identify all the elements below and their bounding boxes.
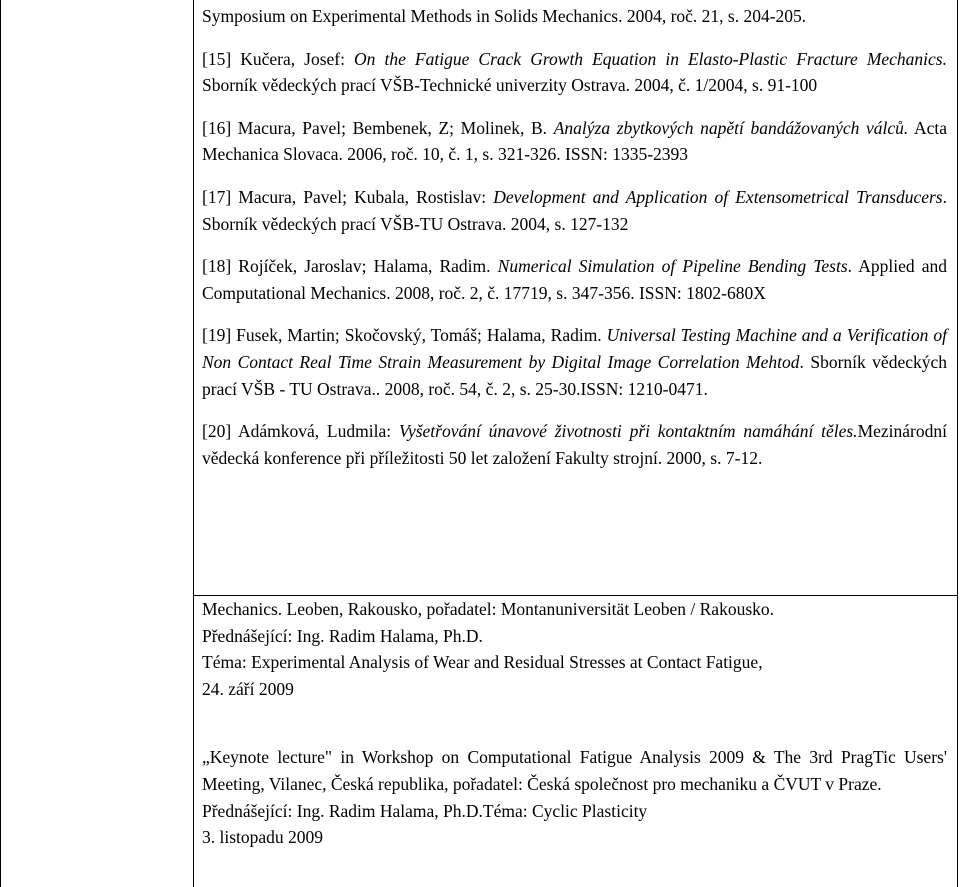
- reference-authors: [19] Fusek, Martin; Skočovský, Tomáš; Halama, Radim.: [202, 325, 607, 346]
- reference-authors: [18] Rojíček, Jaroslav; Halama, Radim.: [202, 256, 498, 277]
- lecture-topic: Téma: Experimental Analysis of Wear and Residual Stresses at Contact Fatigue,: [202, 652, 763, 673]
- reference-entry: [202, 418, 947, 471]
- reference-authors: Symposium on Experimental Methods in Solids Mechanics. 2004, roč. 21, s. 204-205.: [202, 6, 807, 26]
- lecture-event-line: „Keynote lecture" in Workshop on Computational Fatigue Analysis 2009 & The 3rd PragTic Users' Meeting, Vilanec, Česká republika, pořadatel: Česká společnost pro mechaniku a ČVUT v Praze.: [202, 747, 947, 794]
- lecture-lecturer: Přednášející: Ing. Radim Halama, Ph.D.Téma: Cyclic Plasticity: [202, 800, 648, 821]
- reference-source: Mezinárodní vědecká konference při příležitosti 50 let založení Fakulty strojní. 2000, s. 7-12.: [202, 421, 947, 468]
- reference-authors: [17] Macura, Pavel; Kubala, Rostislav:: [202, 186, 494, 207]
- table-left-border: [0, 0, 1, 887]
- table-right-border: [957, 0, 958, 887]
- reference-entry: [202, 253, 947, 306]
- lecture-date: 24. září 2009: [202, 678, 294, 699]
- reference-entry: [202, 322, 947, 402]
- reference-authors: [16] Macura, Pavel; Bembenek, Z; Molinek, B.: [202, 117, 554, 138]
- reference-source: Acta Mechanica Slovaca. 2006, roč. 10, č. 1, s. 321-326. ISSN: 1335-2393: [202, 117, 948, 165]
- lectures-cell: [202, 596, 947, 851]
- reference-title: On the Fatigue Crack Growth Equation in Elasto-Plastic Fracture Mechanics.: [354, 48, 947, 69]
- reference-title: Vyšetřování únavové životnosti při kontaktním namáhání těles.: [398, 421, 858, 442]
- reference-source: Sborník vědeckých prací VŠB-Technické univerzity Ostrava. 2004, č. 1/2004, s. 91-100: [202, 75, 818, 96]
- reference-title: Development and Application of Extensometrical Transducers: [493, 186, 943, 207]
- reference-title: Analýza zbytkových napětí bandážovaných válců.: [553, 117, 909, 138]
- reference-source: . Applied and Computational Mechanics. 2008, roč. 2, č. 17719, s. 347-356. ISSN: 1802-680X: [202, 256, 947, 303]
- reference-entry: [202, 46, 947, 99]
- reference-source: . Sborník vědeckých prací VŠB - TU Ostrava.. 2008, roč. 54, č. 2, s. 25-30.ISSN: 1210-0471.: [202, 351, 947, 399]
- reference-entry: [202, 184, 947, 237]
- reference-entry: [202, 115, 947, 168]
- reference-authors: [15] Kučera, Josef:: [202, 48, 355, 69]
- reference-entry: [202, 3, 947, 30]
- lecture-lecturer: Přednášející: Ing. Radim Halama, Ph.D.: [202, 625, 483, 646]
- references-cell: [202, 3, 947, 471]
- table-column-divider: [193, 0, 194, 887]
- lecture-date: 3. listopadu 2009: [202, 827, 324, 848]
- reference-authors: [20] Adámková, Ludmila:: [202, 421, 399, 442]
- reference-source: . Sborník vědeckých prací VŠB-TU Ostrava. 2004, s. 127-132: [202, 186, 947, 234]
- reference-title: Universal Testing Machine and a Verification of Non Contact Real Time Strain Measurement by Digital Image Correlation Mehtod: [202, 325, 947, 372]
- lecture-event-line: Mechanics. Leoben, Rakousko, pořadatel: Montanuniversität Leoben / Rakousko.: [202, 599, 775, 619]
- reference-title: Numerical Simulation of Pipeline Bending Tests: [497, 256, 848, 277]
